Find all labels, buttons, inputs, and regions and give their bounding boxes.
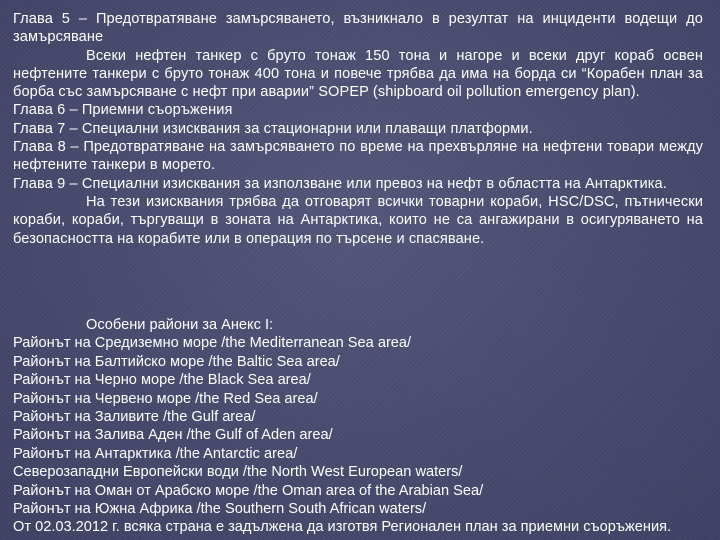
special-area-item: Районът на Средиземно море /the Mediterranean Sea area/ (13, 335, 412, 352)
regional-plan-note: От 02.03.2012 г. всяка страна е задължена да изготвя Регионален план за приемни съоръжения. (13, 519, 672, 536)
special-area-item: Районът на Оман от Арабско море /the Oman area of the Arabian Sea/ (13, 482, 484, 499)
special-area-item: Районът на Антарктика /the Antarctic area/ (13, 445, 298, 462)
special-area-item: Северозападни Европейски води /the North West European waters/ (13, 464, 463, 481)
requirements-paragraph: На тези изисквания трябва да отговарят всички товарни кораби, HSC/DSC, пътнически кораби, кораби, търгуващи в зоната на Антарктика, които не са ангажирани в осигуряването на безопасността на корабите или в операция по търсене и спасяване. (13, 193, 703, 247)
special-area-item: Районът на Южна Африка /the Southern South African waters/ (13, 501, 427, 518)
special-area-item: Районът на Залива Аден /the Gulf of Aden area/ (13, 427, 333, 444)
special-area-item: Районът на Балтийско море /the Baltic Sea area/ (13, 353, 340, 370)
sopep-paragraph: Всеки нефтен танкер с бруто тонаж 150 тона и нагоре и всеки друг кораб освен нефтените танкери с бруто тонаж 400 тона и повече трябва да има на борда си “Корабен план за борба със замърсяване с нефт при аварии” SOPEP (shipboard oil pollution emergency plan). (13, 47, 703, 101)
special-areas-section (13, 316, 713, 537)
chapter-9-heading: Глава 9 – Специални изисквания за използване или превоз на нефт в областта на Антарктика. (13, 175, 667, 192)
special-area-item: Районът на Червено море /the Red Sea area/ (13, 390, 318, 407)
special-area-item: Районът на Черно море /the Black Sea area/ (13, 372, 311, 389)
chapter-6-heading: Глава 6 – Приемни съоръжения (13, 102, 233, 119)
special-area-item: Районът на Заливите /the Gulf area/ (13, 409, 256, 426)
chapter-8-heading: Глава 8 – Предотвратяване на замърсяването по време на прехвърляне на нефтени товари между нефтените танкери в морето. (13, 139, 703, 174)
special-areas-heading: Особени райони за Анекс I: (86, 317, 274, 333)
chapter-7-heading: Глава 7 – Специални изисквания за стационарни или плаващи платформи. (13, 120, 533, 137)
chapters-section (13, 10, 703, 248)
chapter-5-heading: Глава 5 – Предотвратяване замърсяването, възникнало в резултат на инциденти водещи до замърсяване (13, 11, 703, 46)
